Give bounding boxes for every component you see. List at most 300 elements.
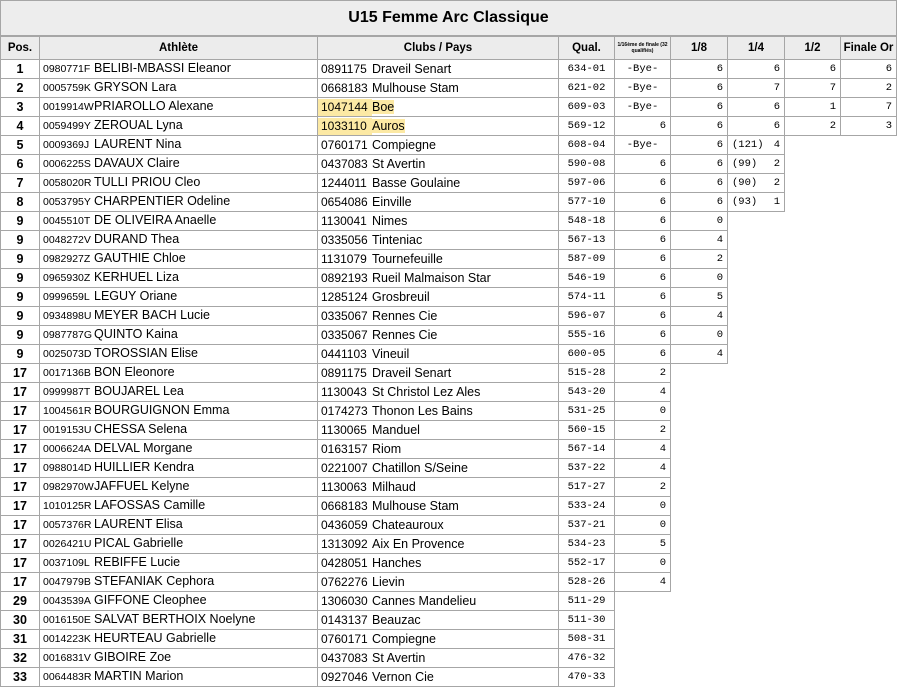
empty-cell (671, 554, 728, 573)
pos-cell: 17 (1, 383, 40, 402)
club-cell (318, 136, 559, 155)
athlete-name: GAUTHIE Chloe (94, 251, 186, 265)
qual-score: 567-14 (559, 440, 615, 459)
qual-score: 596-07 (559, 307, 615, 326)
club-id: 0174273 (321, 403, 368, 418)
athlete-name: TOROSSIAN Elise (94, 346, 198, 360)
license-number: 0987787G (43, 329, 93, 341)
club-cell (318, 250, 559, 269)
license-number: 0999659L (43, 291, 90, 303)
empty-cell (785, 136, 841, 155)
club-name: Grosbreuil (372, 289, 430, 304)
empty-cell (615, 611, 671, 630)
empty-cell (841, 383, 897, 402)
club-id: 1285124 (321, 289, 368, 304)
score-r8: 4 (671, 231, 728, 250)
club-name: Riom (372, 441, 402, 456)
table-row (1, 516, 897, 535)
club-cell (318, 345, 559, 364)
score-r4 (728, 155, 785, 174)
qual-score: 590-08 (559, 155, 615, 174)
license-number: 0982927Z (43, 253, 91, 265)
athlete-name: LAFOSSAS Camille (94, 498, 206, 512)
athlete-name: CHARPENTIER Odeline (94, 194, 231, 208)
club-id: 1306030 (321, 593, 368, 608)
club-id: 0437083 (321, 650, 368, 665)
club-name: Thonon Les Bains (372, 403, 473, 418)
table-row (1, 364, 897, 383)
athlete-cell (40, 193, 318, 212)
table-row (1, 421, 897, 440)
qual-score: 574-11 (559, 288, 615, 307)
club-id: 0927046 (321, 669, 368, 684)
empty-cell (785, 269, 841, 288)
empty-cell (785, 155, 841, 174)
club-name: Auros (372, 118, 405, 133)
score-r8: 6 (671, 136, 728, 155)
club-name: Lievin (372, 574, 405, 589)
score-r16: 4 (615, 383, 671, 402)
club-id: 1130063 (321, 479, 367, 494)
qual-score: 552-17 (559, 554, 615, 573)
score-r16: 4 (615, 459, 671, 478)
pos-cell: 7 (1, 174, 40, 193)
score-r16: 2 (615, 478, 671, 497)
qual-score: 508-31 (559, 630, 615, 649)
empty-cell (841, 592, 897, 611)
club-id: 1130041 (321, 213, 367, 228)
table-row (1, 440, 897, 459)
empty-cell (671, 364, 728, 383)
club-id: 0428051 (321, 555, 368, 570)
score-r16: 0 (615, 497, 671, 516)
empty-cell (728, 554, 785, 573)
empty-cell (785, 459, 841, 478)
score-r16: 6 (615, 193, 671, 212)
club-name: Compiegne (372, 137, 436, 152)
col-header-r8: 1/8 (671, 37, 728, 60)
athlete-name: STEFANIAK Cephora (94, 574, 215, 588)
empty-cell (785, 497, 841, 516)
pos-cell: 17 (1, 364, 40, 383)
qual-score: 470-33 (559, 668, 615, 687)
license-number: 0057376R (43, 519, 92, 531)
pos-cell: 9 (1, 288, 40, 307)
score-r8: 4 (671, 307, 728, 326)
license-number: 0965930Z (43, 272, 91, 284)
license-number: 0048272V (43, 234, 91, 246)
athlete-name: LAURENT Nina (94, 137, 182, 151)
table-row (1, 79, 897, 98)
club-name: Milhaud (372, 479, 416, 494)
match-score: 4 (773, 138, 780, 151)
club-name: Rennes Cie (372, 327, 438, 342)
empty-cell (671, 611, 728, 630)
empty-cell (785, 383, 841, 402)
pos-cell: 17 (1, 497, 40, 516)
empty-cell (728, 592, 785, 611)
empty-cell (671, 478, 728, 497)
table-row (1, 345, 897, 364)
empty-cell (671, 497, 728, 516)
license-number: 0980771F (43, 63, 91, 75)
shootoff-total: (99) (732, 157, 758, 170)
empty-cell (841, 649, 897, 668)
athlete-name: QUINTO Kaina (94, 327, 178, 341)
athlete-name: BOUJAREL Lea (94, 384, 184, 398)
pos-cell: 29 (1, 592, 40, 611)
empty-cell (728, 440, 785, 459)
score-r8: 6 (671, 79, 728, 98)
qual-score: 515-28 (559, 364, 615, 383)
table-row (1, 193, 897, 212)
empty-cell (785, 630, 841, 649)
club-id: 1047144 (318, 99, 372, 116)
score-r16: -Bye- (615, 98, 671, 117)
athlete-name: DELVAL Morgane (94, 441, 193, 455)
score-r8: 6 (671, 117, 728, 136)
athlete-cell (40, 79, 318, 98)
score-r16: 6 (615, 212, 671, 231)
table-row (1, 231, 897, 250)
club-name: Beauzac (372, 612, 421, 627)
empty-cell (671, 383, 728, 402)
athlete-name: KERHUEL Liza (94, 270, 179, 284)
athlete-name: DE OLIVEIRA Anaelle (94, 213, 217, 227)
club-id: 0654086 (321, 194, 368, 209)
score-r16: 6 (615, 231, 671, 250)
score-r4 (728, 136, 785, 155)
qual-score: 543-20 (559, 383, 615, 402)
empty-cell (728, 459, 785, 478)
athlete-name: BELIBI-MBASSI Eleanor (94, 61, 231, 75)
score-r8: 6 (671, 98, 728, 117)
club-name: Vineuil (372, 346, 410, 361)
empty-cell (841, 573, 897, 592)
score-r16: 6 (615, 250, 671, 269)
license-number: 0037109L (43, 557, 90, 569)
athlete-cell (40, 250, 318, 269)
qual-score: 517-27 (559, 478, 615, 497)
pos-cell: 17 (1, 573, 40, 592)
athlete-name: GIFFONE Cleophee (94, 593, 207, 607)
license-number: 0064483R (43, 671, 92, 683)
pos-cell: 17 (1, 402, 40, 421)
empty-cell (841, 155, 897, 174)
score-r16: 6 (615, 117, 671, 136)
pos-cell: 9 (1, 307, 40, 326)
score-r8: 0 (671, 269, 728, 288)
club-name: Einville (372, 194, 412, 209)
club-name: Nimes (372, 213, 408, 228)
club-id: 0892193 (321, 270, 368, 285)
empty-cell (841, 364, 897, 383)
table-row (1, 174, 897, 193)
club-id: 0335067 (321, 327, 368, 342)
pos-cell: 3 (1, 98, 40, 117)
club-name: Rueil Malmaison Star (372, 270, 491, 285)
score-r16: 5 (615, 535, 671, 554)
pos-cell: 31 (1, 630, 40, 649)
empty-cell (785, 212, 841, 231)
athlete-cell (40, 497, 318, 516)
empty-cell (785, 231, 841, 250)
empty-cell (841, 535, 897, 554)
pos-cell: 32 (1, 649, 40, 668)
club-name: Chatillon S/Seine (372, 460, 468, 475)
empty-cell (785, 554, 841, 573)
athlete-name: GIBOIRE Zoe (94, 650, 172, 664)
qual-score: 634-01 (559, 60, 615, 79)
empty-cell (728, 212, 785, 231)
club-cell (318, 79, 559, 98)
empty-cell (728, 269, 785, 288)
athlete-name: BOURGUIGNON Emma (94, 403, 230, 417)
club-cell (318, 630, 559, 649)
score-r16: 6 (615, 155, 671, 174)
athlete-name: CHESSA Selena (94, 422, 188, 436)
club-cell (318, 155, 559, 174)
table-row (1, 592, 897, 611)
club-cell (318, 60, 559, 79)
athlete-name: BON Eleonore (94, 365, 175, 379)
qual-score: 533-24 (559, 497, 615, 516)
athlete-cell (40, 478, 318, 497)
empty-cell (785, 307, 841, 326)
col-header-r4: 1/4 (728, 37, 785, 60)
license-number: 0006624A (43, 443, 91, 455)
club-name: Boe (372, 99, 395, 114)
club-id: 1131079 (321, 251, 367, 266)
empty-cell (785, 250, 841, 269)
score-r8: 6 (671, 60, 728, 79)
empty-cell (785, 535, 841, 554)
pos-cell: 9 (1, 231, 40, 250)
score-r16: -Bye- (615, 60, 671, 79)
empty-cell (728, 364, 785, 383)
match-score: 2 (773, 176, 780, 189)
empty-cell (728, 649, 785, 668)
athlete-cell (40, 307, 318, 326)
athlete-cell (40, 649, 318, 668)
athlete-name: LEGUY Oriane (94, 289, 178, 303)
club-cell (318, 440, 559, 459)
athlete-name: GRYSON Lara (94, 80, 177, 94)
empty-cell (785, 592, 841, 611)
score-r8: 6 (671, 155, 728, 174)
pos-cell: 5 (1, 136, 40, 155)
empty-cell (841, 554, 897, 573)
qual-score: 528-26 (559, 573, 615, 592)
club-id: 0668183 (321, 80, 368, 95)
license-number: 0026421U (43, 538, 92, 550)
athlete-cell (40, 98, 318, 117)
pos-cell: 17 (1, 440, 40, 459)
pos-cell: 17 (1, 459, 40, 478)
club-name: Tinteniac (372, 232, 423, 247)
club-cell (318, 231, 559, 250)
empty-cell (728, 535, 785, 554)
license-number: 0019153U (43, 424, 92, 436)
club-cell (318, 535, 559, 554)
club-id: 1313092 (321, 536, 368, 551)
empty-cell (841, 231, 897, 250)
club-name: Draveil Senart (372, 61, 452, 76)
license-number: 0009369J (43, 139, 90, 151)
athlete-name: REBIFFE Lucie (94, 555, 181, 569)
club-id: 1033110 (318, 118, 372, 135)
athlete-cell (40, 231, 318, 250)
athlete-cell (40, 592, 318, 611)
pos-cell: 17 (1, 421, 40, 440)
athlete-name: HUILLIER Kendra (94, 460, 195, 474)
score-rf: 3 (841, 117, 897, 136)
athlete-cell (40, 174, 318, 193)
empty-cell (615, 592, 671, 611)
club-cell (318, 364, 559, 383)
qual-score: 587-09 (559, 250, 615, 269)
qual-score: 600-05 (559, 345, 615, 364)
athlete-cell (40, 136, 318, 155)
qual-score: 546-19 (559, 269, 615, 288)
athlete-cell (40, 117, 318, 136)
athlete-cell (40, 402, 318, 421)
empty-cell (785, 174, 841, 193)
qual-score: 476-32 (559, 649, 615, 668)
table-row (1, 535, 897, 554)
club-name: Chateauroux (372, 517, 444, 532)
pos-cell: 17 (1, 478, 40, 497)
score-r16: 6 (615, 174, 671, 193)
score-rf: 2 (841, 79, 897, 98)
club-id: 0891175 (321, 365, 367, 380)
shootoff-total: (93) (732, 195, 758, 208)
qual-score: 608-04 (559, 136, 615, 155)
pos-cell: 9 (1, 269, 40, 288)
table-row (1, 497, 897, 516)
pos-cell: 17 (1, 535, 40, 554)
club-id: 0221007 (321, 460, 368, 475)
pos-cell: 9 (1, 345, 40, 364)
score-r4 (728, 193, 785, 212)
club-id: 0441103 (321, 346, 367, 361)
col-header-club: Clubs / Pays (318, 37, 559, 60)
club-cell (318, 193, 559, 212)
qual-score: 577-10 (559, 193, 615, 212)
col-header-athlete: Athlète (40, 37, 318, 60)
score-r16: 0 (615, 516, 671, 535)
club-name: Manduel (372, 422, 420, 437)
club-name: St Christol Lez Ales (372, 384, 481, 399)
score-r16: 2 (615, 364, 671, 383)
score-r8: 2 (671, 250, 728, 269)
empty-cell (841, 326, 897, 345)
athlete-name: TULLI PRIOU Cleo (94, 175, 201, 189)
club-name: Mulhouse Stam (372, 80, 459, 95)
empty-cell (785, 402, 841, 421)
table-row (1, 288, 897, 307)
empty-cell (841, 497, 897, 516)
pos-cell: 9 (1, 250, 40, 269)
empty-cell (785, 288, 841, 307)
athlete-cell (40, 630, 318, 649)
empty-cell (841, 307, 897, 326)
athlete-name: ZEROUAL Lyna (94, 118, 183, 132)
empty-cell (785, 573, 841, 592)
score-r16: 6 (615, 345, 671, 364)
club-name: Hanches (372, 555, 422, 570)
empty-cell (841, 630, 897, 649)
pos-cell: 17 (1, 516, 40, 535)
athlete-cell (40, 288, 318, 307)
club-id: 1130065 (321, 422, 367, 437)
athlete-cell (40, 383, 318, 402)
match-score: 2 (773, 157, 780, 170)
club-id: 0143137 (321, 612, 368, 627)
club-name: Compiegne (372, 631, 436, 646)
table-row (1, 98, 897, 117)
club-cell (318, 98, 559, 117)
qual-score: 531-25 (559, 402, 615, 421)
license-number: 0025073D (43, 348, 92, 360)
table-row (1, 573, 897, 592)
empty-cell (785, 478, 841, 497)
club-cell (318, 592, 559, 611)
club-cell (318, 288, 559, 307)
empty-cell (785, 649, 841, 668)
empty-cell (671, 573, 728, 592)
club-id: 1244011 (321, 175, 367, 190)
score-r2: 1 (785, 98, 841, 117)
license-number: 0043539A (43, 595, 91, 607)
score-r16: 2 (615, 421, 671, 440)
athlete-cell (40, 573, 318, 592)
empty-cell (841, 402, 897, 421)
empty-cell (728, 573, 785, 592)
empty-cell (615, 649, 671, 668)
athlete-cell (40, 269, 318, 288)
license-number: 0059499Y (43, 120, 91, 132)
athlete-name: DURAND Thea (94, 232, 180, 246)
score-r16: 6 (615, 326, 671, 345)
club-id: 0762276 (321, 574, 368, 589)
club-cell (318, 554, 559, 573)
table-row (1, 212, 897, 231)
license-number: 0999987T (43, 386, 91, 398)
score-r16: 0 (615, 402, 671, 421)
score-r2: 7 (785, 79, 841, 98)
score-r8: 4 (671, 345, 728, 364)
col-header-qual: Qual. (559, 37, 615, 60)
empty-cell (841, 440, 897, 459)
table-row (1, 478, 897, 497)
qual-score: 609-03 (559, 98, 615, 117)
shootoff-total: (121) (732, 138, 764, 151)
athlete-cell (40, 459, 318, 478)
athlete-name: PICAL Gabrielle (94, 536, 184, 550)
club-cell (318, 478, 559, 497)
club-id: 0335056 (321, 232, 368, 247)
match-score: 1 (773, 195, 780, 208)
empty-cell (671, 402, 728, 421)
club-cell (318, 117, 559, 136)
score-r16: 6 (615, 307, 671, 326)
empty-cell (841, 193, 897, 212)
score-r8: 5 (671, 288, 728, 307)
empty-cell (728, 326, 785, 345)
table-row (1, 155, 897, 174)
empty-cell (785, 421, 841, 440)
